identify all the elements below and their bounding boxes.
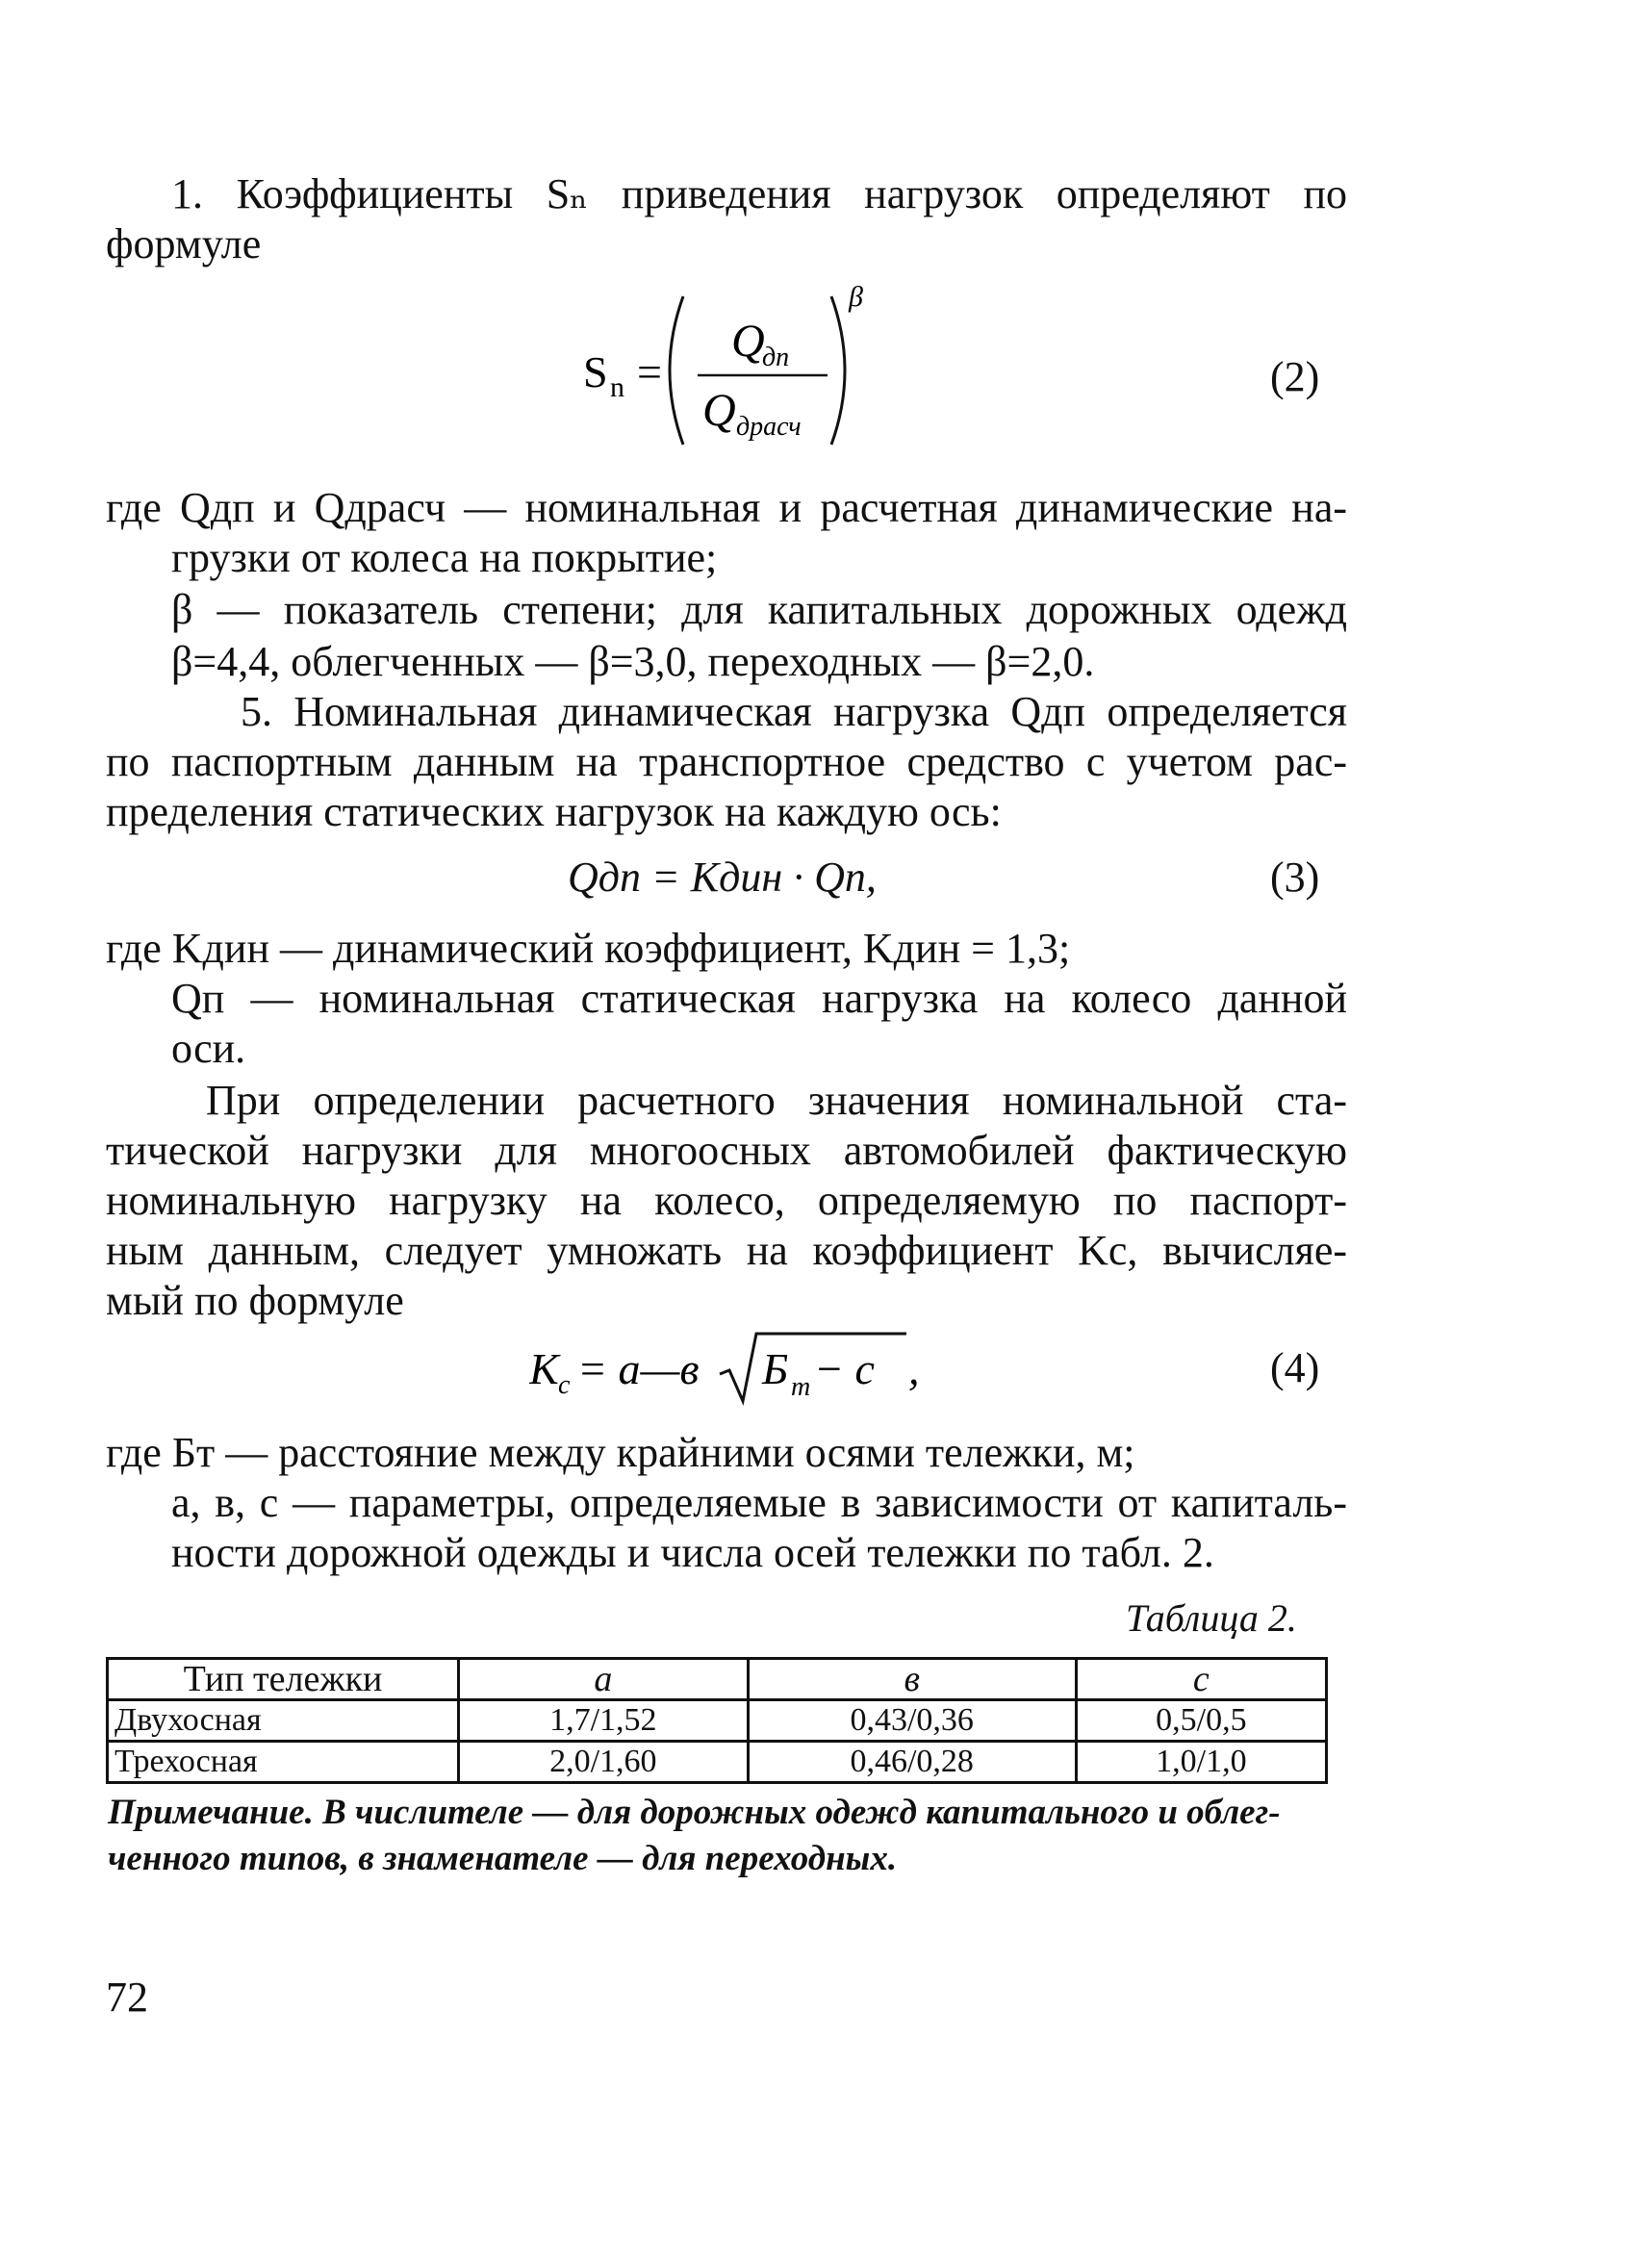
paragraph-1-line-1: 1. Коэффициенты Sₙ приведения нагрузок определяют по (171, 170, 1347, 217)
paragraph-1-line-2: формуле (106, 220, 262, 268)
where-1-line-4: β=4,4, облегченных — β=3,0, переходных — β=2,0. (171, 638, 1095, 685)
cell-c: 1,0/1,0 (1076, 1742, 1326, 1783)
eq2-num: Q (731, 316, 765, 367)
right-paren-icon (831, 296, 845, 445)
cell-v: 0,43/0,36 (748, 1700, 1076, 1742)
where-1-line-2: грузки от колеса на покрытие; (171, 534, 718, 581)
equation-2 (539, 279, 885, 462)
where-3-line-3: ности дорожной одежды и числа осей тележки по табл. 2. (171, 1529, 1214, 1576)
where-3-line-1: где Бт — расстояние между крайними осями тележки, м; (106, 1429, 1135, 1476)
table-note-line-1: Примечание. В числителе — для дорожных одежд капитального и облег- (108, 1793, 1281, 1832)
eq2-den-sub: драсч (736, 412, 802, 442)
cell-type: Двухосная (108, 1700, 459, 1742)
equation-2-number: (2) (1270, 353, 1320, 400)
header-type: Тип тележки (108, 1659, 459, 1700)
where-2-line-2: Qп — номинальная статическая нагрузка на колесо данной (171, 975, 1347, 1022)
eq2-lhs-sub: n (610, 371, 624, 403)
where-2-line-1: где Kдин — динамический коэффициент, Kдин = 1,3; (106, 925, 1071, 972)
paragraph-6-line-3: номинальную нагрузку на колесо, определяемую по паспорт- (106, 1177, 1347, 1224)
where-2-line-3: оси. (171, 1025, 246, 1072)
eq4-tail: , (908, 1344, 920, 1393)
eq2-lhs: S (583, 347, 608, 396)
equation-3-number: (3) (1270, 854, 1320, 901)
eq4-lhs: K (529, 1344, 559, 1393)
cell-v: 0,46/0,28 (748, 1742, 1076, 1783)
paragraph-6-line-4: ным данным, следует умножать на коэффициент Kс, вычисляе- (106, 1227, 1347, 1274)
eq2-num-sub: дп (762, 343, 790, 372)
header-a: a (459, 1659, 749, 1700)
cell-type: Трехосная (108, 1742, 459, 1783)
eq4-lhs-sub: c (558, 1370, 571, 1400)
table-note-line-2: ченного типов, в знаменателе — для переходных. (108, 1839, 898, 1878)
paragraph-5-line-1: 5. Номинальная динамическая нагрузка Qдп определяется (241, 688, 1347, 735)
cell-a: 2,0/1,60 (459, 1742, 749, 1783)
svg-text:=: = (637, 347, 662, 396)
cell-a: 1,7/1,52 (459, 1700, 749, 1742)
eq2-exp: β (849, 281, 863, 313)
header-c: c (1076, 1659, 1326, 1700)
left-paren-icon (670, 296, 683, 445)
parameters-table (106, 1657, 1328, 1784)
where-1-line-3: β — показатель степени; для капитальных дорожных одежд (171, 586, 1347, 633)
eq2-den: Q (702, 385, 736, 436)
eq4-mid: = a—в (577, 1344, 700, 1393)
table-row (108, 1700, 1327, 1742)
paragraph-6-line-2: тической нагрузки для многоосных автомобилей фактическую (106, 1127, 1347, 1174)
table-header-row (108, 1659, 1327, 1700)
equation-4-number: (4) (1270, 1344, 1320, 1391)
paragraph-6-line-5: мый по формуле (106, 1277, 404, 1324)
equation-3: Qдп = Kдин · Qп, (568, 854, 877, 901)
page-number: 72 (106, 1974, 148, 2021)
eq4-rad-sub: т (791, 1372, 811, 1402)
paragraph-5-line-3: пределения статических нагрузок на каждую ось: (106, 788, 1002, 835)
header-v: в (748, 1659, 1076, 1700)
paragraph-5-line-2: по паспортным данным на транспортное средство с учетом рас- (106, 738, 1347, 785)
where-3-line-2: a, в, c — параметры, определяемые в зависимости от капиталь- (171, 1479, 1347, 1526)
eq4-rad: Б (762, 1344, 789, 1393)
paragraph-6-line-1: При определении расчетного значения номинальной ста- (206, 1077, 1347, 1124)
equation-4 (529, 1318, 933, 1414)
table-caption: Таблица 2. (1126, 1596, 1297, 1640)
eq4-rad-tail: − c (814, 1344, 875, 1393)
cell-c: 0,5/0,5 (1076, 1700, 1326, 1742)
table-row (108, 1742, 1327, 1783)
where-1-line-1: где Qдп и Qдрасч — номинальная и расчетная динамические на- (106, 484, 1347, 531)
radical-icon (720, 1334, 906, 1401)
